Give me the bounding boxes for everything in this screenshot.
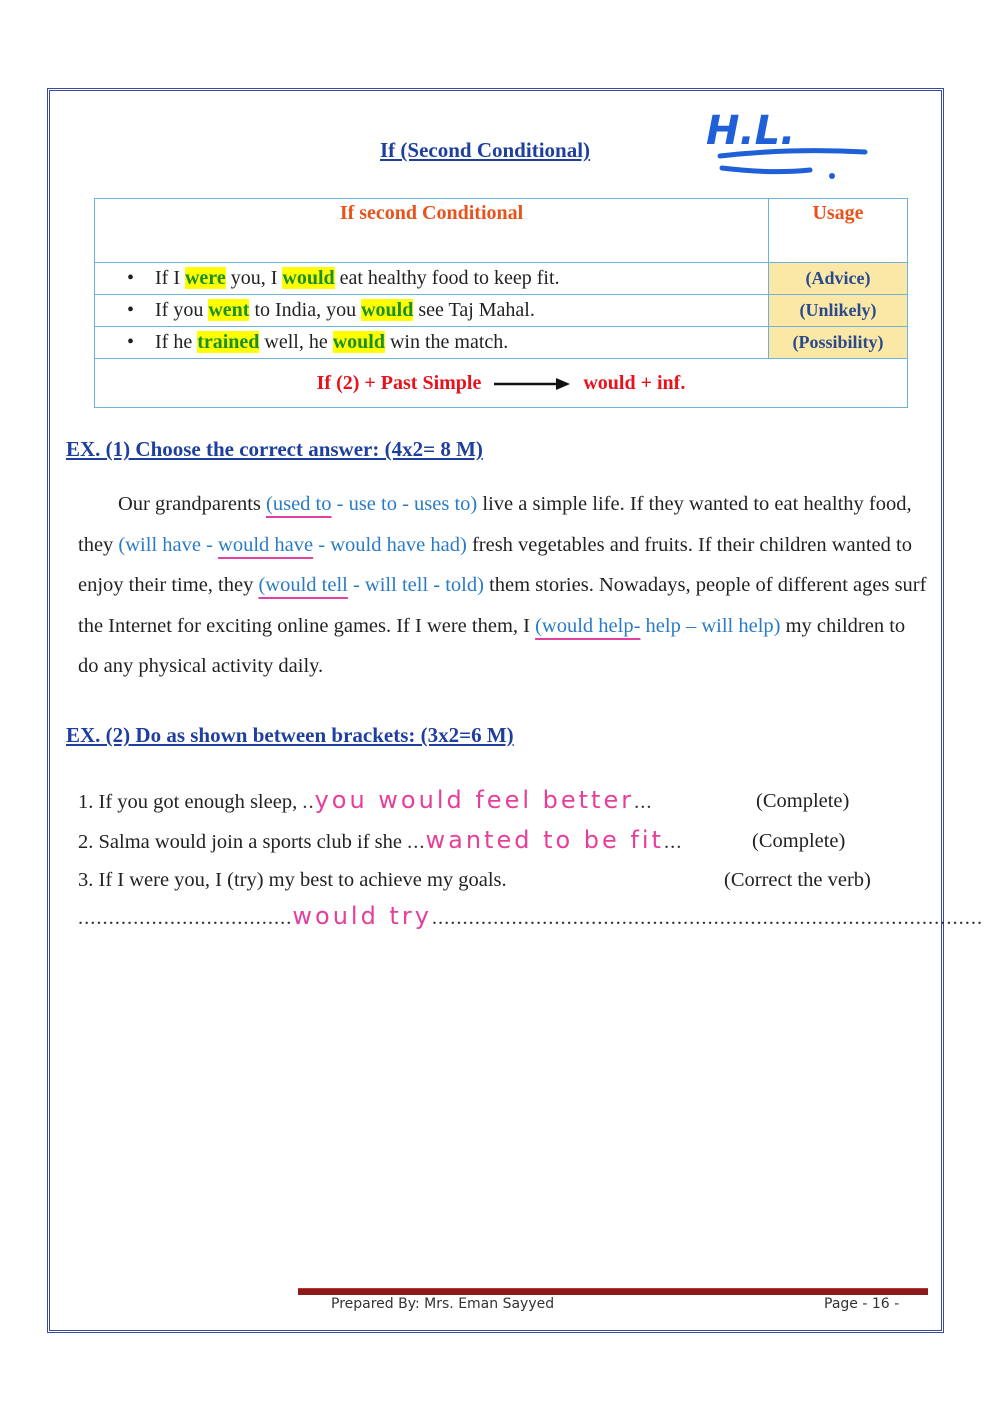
handwritten-answer: you would feel better [314,786,635,814]
paragraph-text: them stories. Nowadays, people of different ages surf the Internet for exciting online games. If I were them, I [78,574,927,637]
example-cell [95,263,769,295]
footer-divider [298,1288,928,1295]
choice-options: - use to - uses to) [331,493,478,515]
choice-selected: would have [218,533,314,556]
conditional-table [94,198,908,408]
table-row [95,327,908,359]
footer-page-number: Page - 16 - [824,1296,900,1312]
highlight-verb: went [208,299,250,321]
bullet-icon: • [127,299,135,321]
question-3: 3. If I were you, I (try) my best to achieve my goals. [78,869,507,891]
ex2-heading: EX. (2) Do as shown between brackets: (3x2=6 M) [66,723,514,747]
ex1-paragraph [78,484,928,687]
table-header-usage: Usage [769,199,908,263]
example-text: see Taj Mahal. [413,299,535,321]
choice-options: (will have - [118,533,219,556]
highlight-would: would [282,267,335,289]
choice-selected: (used to [266,493,332,515]
example-text: If you [155,299,209,321]
question-text: 1. If you got enough sleep, [78,791,303,813]
formula-row [95,359,908,408]
usage-cell: (Advice) [769,263,908,295]
footer-prepared-by: Prepared By: Mrs. Eman Sayyed [331,1296,555,1312]
paragraph-text: Our grandparents [118,493,267,515]
paragraph-text: live a simple life. If they wanted to eat healthy food, they [78,493,912,556]
handwritten-answer: wanted to be fit [425,826,664,854]
table-row [95,263,908,295]
formula-left: If (2) + Past Simple [316,371,482,394]
paragraph-text: fresh vegetables and fruits. If their children wanted to enjoy their time, they [78,533,912,596]
choice-options: - will tell - told) [347,574,484,596]
highlight-would: would [332,331,385,353]
choice-selected: (would help- [535,614,641,637]
question-3-tag: (Correct the verb) [724,869,871,891]
table-row [95,295,908,327]
usage-cell: (Unlikely) [769,295,908,327]
choice-selected: (would tell [258,574,348,596]
example-cell [95,295,769,327]
question-text: 2. Salma would join a sports club if she [78,831,408,853]
handwritten-answer: would try [292,902,432,930]
example-text: If he [155,331,198,353]
question-2-tag: (Complete) [752,830,846,852]
choice-options: help – will help) [640,614,781,637]
example-text: well, he [259,331,333,353]
page-title: If (Second Conditional) [380,138,591,162]
example-text: eat healthy food to keep fit. [334,267,560,289]
handwritten-hl-text: H.L. [706,108,796,154]
ex1-heading: EX. (1) Choose the correct answer: (4x2= 8 M) [66,437,483,461]
bullet-icon: • [127,267,135,289]
highlight-verb: trained [197,331,260,353]
highlight-verb: were [184,267,226,289]
question-2: 2. Salma would join a sports club if she ...wanted to be fit... [78,826,683,854]
example-text: to India, you [249,299,362,321]
usage-cell: (Possibility) [769,327,908,359]
example-text: you, I [225,267,283,289]
table-header-main: If second Conditional [95,199,769,263]
question-3-answer-line: ...................................would try.......................................................................................... [78,902,984,930]
example-cell [95,327,769,359]
highlight-would: would [361,299,414,321]
bullet-icon: • [127,331,135,353]
question-1-tag: (Complete) [756,790,850,812]
question-1: 1. If you got enough sleep, ..you would feel better... [78,786,653,814]
choice-options: - would have had) [313,533,467,556]
paragraph-text: my children to do any physical activity daily. [78,614,906,677]
example-text: If I [155,267,185,289]
formula-right: would + inf. [583,371,686,394]
example-text: win the match. [384,331,509,353]
arrow-right-icon [492,378,572,390]
handwritten-hl-mark [700,104,875,184]
